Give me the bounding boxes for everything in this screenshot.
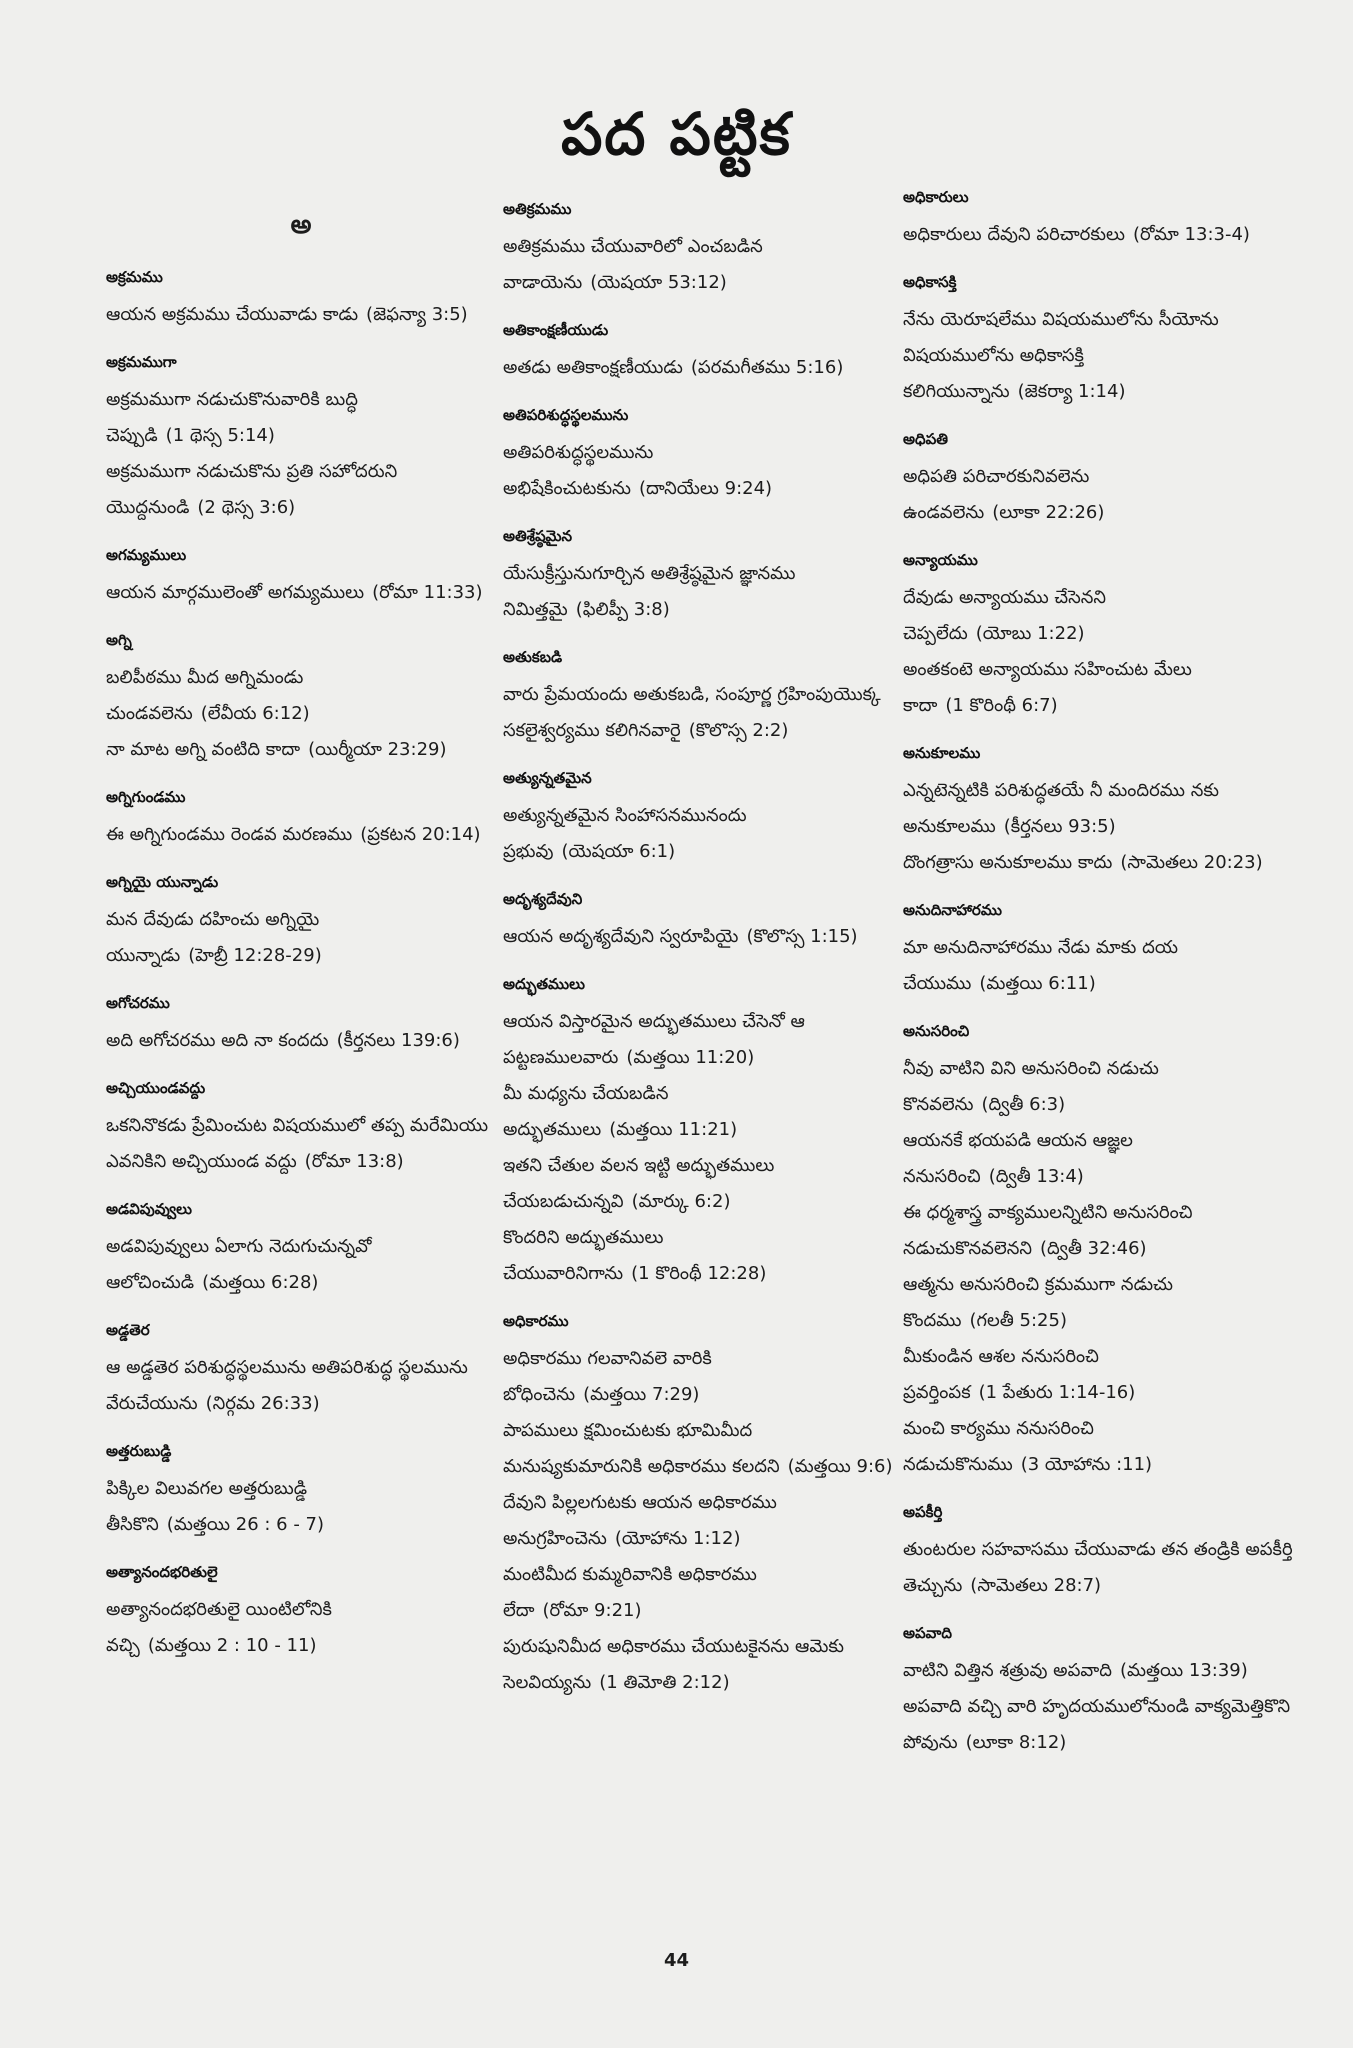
- verse-reference: (మత్తయి 26 : 6 - 7): [166, 1514, 325, 1535]
- verse-line: [903, 580, 1293, 652]
- verse-reference: (లేవీయ 6:12): [200, 703, 310, 724]
- index-entry: [903, 1022, 1293, 1483]
- verse-line: [106, 1471, 496, 1543]
- verse-line: [503, 1413, 893, 1485]
- verse-text: తుంటరుల సహవాసము చేయువాడు తన తండ్రికి అపకీర్తి తెచ్చును: [903, 1539, 1293, 1596]
- verse-reference: (1 థెస్స 5:14): [165, 425, 275, 446]
- entry-headword: అతిక్రమము: [503, 200, 572, 218]
- verse-text: మంటిమీద కుమ్మరివానికి అధికారము లేదా: [503, 1564, 757, 1621]
- verse-text: దొంగత్రాసు అనుకూలము కాదు: [903, 852, 1113, 873]
- verse-text: అక్రమముగా నడుచుకొనువారికి బుద్ధి చెప్పుడి: [106, 389, 358, 446]
- index-entry: [503, 406, 893, 507]
- verse-text: దేవుని పిల్లలగుటకు ఆయన అధికారము అనుగ్రహించెను: [503, 1492, 777, 1549]
- verse-reference: (2 థెస్స 3:6): [197, 497, 296, 518]
- verse-reference: (లూకా 8:12): [965, 1732, 1067, 1753]
- entry-headword: అనుకూలము: [903, 744, 981, 762]
- verse-line: [503, 1629, 893, 1701]
- verse-reference: (యోబు 1:22): [975, 623, 1085, 644]
- verse-reference: (రోమా 11:33): [372, 582, 483, 603]
- verse-text: మన దేవుడు దహించు అగ్నియై యున్నాడు: [106, 909, 320, 966]
- verse-text: బలిపీఠము మీద అగ్నిమండు చుండవలెను: [106, 667, 304, 724]
- verse-line: [503, 1220, 893, 1292]
- entry-headword: అన్యాయము: [903, 551, 978, 569]
- verse-text: అతిక్రమము చేయువారిలో ఎంచబడిన వాడాయెను: [503, 236, 763, 293]
- index-entry: [106, 873, 496, 974]
- verse-text: వారు ప్రేమయందు అతుకబడి, సంపూర్ణ గ్రహింపుయొక్క సకలైశ్వర్యము కలిగినవారై: [503, 684, 881, 741]
- index-entry: [503, 200, 893, 301]
- verse-line: [106, 1350, 496, 1422]
- verse-text: అధిపతి పరిచారకునివలెను ఉండవలెను: [903, 466, 1090, 523]
- verse-line: [106, 1229, 496, 1301]
- verse-text: అధికారులు దేవుని పరిచారకులు: [903, 224, 1125, 245]
- verse-line: [503, 1341, 893, 1413]
- index-entry: [503, 648, 893, 749]
- verse-text: అడవిపువ్వులు ఏలాగు నెదుగుచున్నవో ఆలోచించుడి: [106, 1236, 372, 1293]
- verse-text: ఆత్మను అనుసరించి క్రమముగా నడుచు కొందము: [903, 1274, 1174, 1331]
- verse-line: [903, 652, 1293, 724]
- verse-text: అంతకంటె అన్యాయము సహించుట మేలు కాదా: [903, 659, 1192, 716]
- index-entry: [903, 1624, 1293, 1761]
- page-number: 44: [663, 1950, 690, 1971]
- section-letter: అ: [290, 210, 312, 240]
- verse-text: నీవు వాటిని విని అనుసరించి నడుచు కొనవలెను: [903, 1058, 1159, 1115]
- verse-text: ఈ ధర్మశాస్త్ర వాక్యములన్నిటిని అనుసరించి నడుచుకొనవలెనని: [903, 1202, 1193, 1259]
- verse-text: అతిపరిశుద్ధస్థలమును అభిషేకించుటకును: [503, 442, 654, 499]
- verse-reference: (ద్వితీ 32:46): [1040, 1238, 1147, 1259]
- verse-reference: (జెకర్యా 1:14): [1017, 381, 1126, 402]
- verse-text: ఆయనకే భయపడి ఆయన ఆజ్ఞల ననుసరించి: [903, 1130, 1133, 1187]
- verse-line: [903, 1653, 1293, 1689]
- index-entry: [106, 546, 496, 611]
- verse-line: [106, 454, 496, 526]
- verse-text: అపవాది వచ్చి వారి హృదయములోనుండి వాక్యమెత్తికొని పోవును: [903, 1696, 1291, 1753]
- verse-text: ఆయన అక్రమము చేయువాడు కాడు: [106, 304, 359, 325]
- entry-headword: అత్యానందభరితులై: [106, 1563, 218, 1581]
- page-title: పద పట్టిక: [561, 100, 792, 168]
- verse-line: [106, 297, 496, 333]
- verse-text: మీకుండిన ఆశల ననుసరించి ప్రవర్తింపక: [903, 1346, 1099, 1403]
- verse-text: అక్రమముగా నడుచుకొను ప్రతి సహోదరుని యొద్దనుండి: [106, 461, 398, 518]
- entry-headword: అపవాది: [903, 1624, 952, 1642]
- index-entry: [106, 1321, 496, 1422]
- verse-text: ఒకనినొకడు ప్రేమించుట విషయములో తప్ప మరేమియు ఎవనికిని అచ్చియుండ వద్దు: [106, 1115, 489, 1172]
- verse-text: ఇతని చేతుల వలన ఇట్టి అద్భుతములు చేయబడుచున్నవి: [503, 1155, 775, 1212]
- entry-headword: అత్యున్నతమైన: [503, 769, 592, 787]
- index-entry: [106, 1563, 496, 1664]
- verse-reference: (మత్తయి 6:28): [202, 1272, 319, 1293]
- verse-text: మీ మధ్యను చేయబడిన అద్భుతములు: [503, 1083, 669, 1140]
- verse-text: పిక్కిల విలువగల అత్తరుబుడ్డి తీసికొని: [106, 1478, 308, 1535]
- verse-line: [903, 845, 1293, 881]
- index-entry: [903, 551, 1293, 724]
- verse-reference: (రోమా 13:3-4): [1132, 224, 1250, 245]
- entry-headword: అద్భుతములు: [503, 975, 585, 993]
- verse-reference: (కీర్తనలు 93:5): [1003, 816, 1116, 837]
- index-entry: [503, 890, 893, 955]
- column-1: [106, 196, 496, 1684]
- verse-line: [903, 1532, 1293, 1604]
- verse-line: [106, 732, 496, 768]
- entry-headword: అధికారము: [503, 1312, 569, 1330]
- verse-reference: (యిర్మీయా 23:29): [308, 739, 447, 760]
- entry-headword: అగ్నిగుండము: [106, 788, 186, 806]
- verse-line: [503, 556, 893, 628]
- verse-text: దేవుడు అన్యాయము చేసెనని చెప్పలేదు: [903, 587, 1107, 644]
- verse-reference: (ద్వితీ 13:4): [988, 1166, 1084, 1187]
- verse-text: ఆ అడ్డతెర పరిశుద్ధస్థలమును అతిపరిశుద్ధ స్థలమును వేరుచేయును: [106, 1357, 468, 1414]
- verse-text: ఎన్నటెన్నటికి పరిశుద్ధతయే నీ మందిరము నకు అనుకూలము: [903, 780, 1220, 837]
- index-entry: [106, 1442, 496, 1543]
- verse-line: [503, 1004, 893, 1076]
- entry-headword: అక్రమము: [106, 268, 163, 286]
- verse-text: వాటిని విత్తిన శత్రువు అపవాది: [903, 1660, 1112, 1681]
- verse-line: [903, 1195, 1293, 1267]
- index-entry: [106, 1200, 496, 1301]
- verse-line: [106, 902, 496, 974]
- verse-line: [903, 773, 1293, 845]
- verse-text: పురుషునిమీద అధికారము చేయుటకైనను ఆమెకు సెలవియ్యను: [503, 1636, 845, 1693]
- entry-headword: అగోచరము: [106, 994, 170, 1012]
- entry-headword: అక్రమముగా: [106, 353, 177, 371]
- verse-line: [903, 1689, 1293, 1761]
- index-entry: [106, 994, 496, 1059]
- index-entry: [106, 1079, 496, 1180]
- entry-headword: అచ్చియుండవద్దు: [106, 1079, 206, 1097]
- verse-reference: (నిర్గమ 26:33): [205, 1393, 320, 1414]
- entry-headword: అత్తరుబుడ్డి: [106, 1442, 172, 1460]
- verse-line: [503, 1076, 893, 1148]
- verse-line: [503, 798, 893, 870]
- verse-text: మా అనుదినాహారము నేడు మాకు దయ చేయుము: [903, 937, 1178, 994]
- entry-headword: అడ్డతెర: [106, 1321, 150, 1339]
- index-entry: [503, 769, 893, 870]
- verse-reference: (1 కొరింథీ 6:7): [945, 695, 1058, 716]
- verse-line: [503, 677, 893, 749]
- index-entry: [903, 744, 1293, 881]
- verse-line: [903, 302, 1293, 410]
- verse-line: [903, 1267, 1293, 1339]
- verse-line: [106, 817, 496, 853]
- column-2: [503, 200, 893, 1721]
- verse-reference: (సామెతలు 28:7): [970, 1575, 1102, 1596]
- entry-headword: అపకీర్తి: [903, 1503, 943, 1521]
- verse-line: [503, 919, 893, 955]
- verse-line: [106, 1592, 496, 1664]
- verse-line: [503, 1485, 893, 1557]
- verse-reference: (మత్తయి 13:39): [1119, 1660, 1248, 1681]
- verse-reference: (1 కొరింథీ 12:28): [631, 1263, 767, 1284]
- entry-headword: అగమ్యములు: [106, 546, 187, 564]
- index-entry: [503, 527, 893, 628]
- entry-headword: అతిపరిశుద్ధస్థలమును: [503, 406, 629, 424]
- index-entry: [903, 273, 1293, 410]
- verse-reference: (కీర్తనలు 139:6): [336, 1030, 460, 1051]
- verse-text: అత్యున్నతమైన సింహాసనమునందు ప్రభువు: [503, 805, 747, 862]
- entry-headword: అగ్ని: [106, 631, 132, 649]
- verse-text: అతడు అతికాంక్షణీయుడు: [503, 357, 683, 378]
- verse-line: [903, 217, 1293, 253]
- verse-text: ఆయన అదృశ్యదేవుని స్వరూపియై: [503, 926, 739, 947]
- verse-reference: (ద్వితీ 6:3): [981, 1094, 1066, 1115]
- verse-reference: (మత్తయి 11:20): [626, 1047, 755, 1068]
- verse-line: [903, 459, 1293, 531]
- verse-reference: (1 తిమోతి 2:12): [599, 1672, 730, 1693]
- verse-text: కొందరిని అద్భుతములు చేయువారినిగాను: [503, 1227, 664, 1284]
- verse-text: అత్యానందభరితులై యింటిలోనికి వచ్చి: [106, 1599, 332, 1656]
- entry-headword: అడవిపువ్వులు: [106, 1200, 192, 1218]
- verse-line: [106, 575, 496, 611]
- verse-reference: (మత్తయి 2 : 10 - 11): [147, 1635, 317, 1656]
- entry-headword: అతికాంక్షణీయుడు: [503, 321, 609, 339]
- verse-reference: (కొలొస్స 2:2): [688, 720, 789, 741]
- verse-reference: (మార్కు 6:2): [631, 1191, 731, 1212]
- verse-text: నేను యెరూషలేము విషయములోను సీయోను విషయములోను అధికాసక్తి కలిగియున్నాను: [903, 309, 1219, 402]
- index-entry: [903, 430, 1293, 531]
- verse-reference: (యోహాను 1:12): [614, 1528, 741, 1549]
- index-entry: [503, 975, 893, 1292]
- verse-reference: (రోమా 13:8): [304, 1151, 404, 1172]
- index-entry: [106, 631, 496, 768]
- verse-text: అధికారము గలవానివలె వారికి బోధించెను: [503, 1348, 712, 1405]
- verse-text: ఆయన విస్తారమైన అద్భుతములు చేసెనో ఆ పట్టణములవారు: [503, 1011, 805, 1068]
- verse-reference: (3 యోహాను :11): [1020, 1454, 1153, 1475]
- verse-line: [503, 229, 893, 301]
- verse-reference: (1 పేతురు 1:14-16): [978, 1382, 1136, 1403]
- verse-line: [106, 1108, 496, 1180]
- verse-reference: (మత్తయి 11:21): [609, 1119, 738, 1140]
- verse-line: [503, 350, 893, 386]
- verse-reference: (యెషయా 6:1): [561, 841, 676, 862]
- verse-reference: (మత్తయి 7:29): [583, 1384, 700, 1405]
- entry-headword: అగ్నియై యున్నాడు: [106, 873, 219, 891]
- verse-text: నా మాట అగ్ని వంటిది కాదా: [106, 739, 301, 760]
- verse-reference: (ఫిలిప్పీ 3:8): [575, 599, 670, 620]
- index-entry: [106, 268, 496, 333]
- entry-headword: అతిశ్రేష్ఠమైన: [503, 527, 573, 545]
- verse-line: [903, 1051, 1293, 1123]
- verse-text: అది అగోచరము అది నా కందదు: [106, 1030, 329, 1051]
- verse-reference: (పరమగీతము 5:16): [690, 357, 844, 378]
- verse-line: [503, 1148, 893, 1220]
- verse-reference: (గలతీ 5:25): [969, 1310, 1067, 1331]
- verse-reference: (రోమా 9:21): [542, 1600, 642, 1621]
- verse-line: [106, 382, 496, 454]
- verse-line: [106, 660, 496, 732]
- verse-reference: (హెబ్రీ 12:28-29): [188, 945, 322, 966]
- verse-reference: (కొలొస్స 1:15): [746, 926, 858, 947]
- verse-reference: (సామెతలు 20:23): [1120, 852, 1263, 873]
- index-entry: [903, 1503, 1293, 1604]
- index-entry: [106, 788, 496, 853]
- index-entry: [503, 1312, 893, 1701]
- verse-reference: (జెఫన్యా 3:5): [366, 304, 468, 325]
- verse-text: మంచి కార్యము ననుసరించి నడుచుకొనుము: [903, 1418, 1094, 1475]
- entry-headword: అతుకబడి: [503, 648, 563, 666]
- entry-headword: అధికాసక్తి: [903, 273, 957, 291]
- verse-reference: (లూకా 22:26): [992, 502, 1105, 523]
- verse-line: [503, 1557, 893, 1629]
- verse-reference: (ప్రకటన 20:14): [360, 824, 481, 845]
- verse-reference: (మత్తయి 9:6): [787, 1456, 893, 1477]
- verse-reference: (మత్తయి 6:11): [979, 973, 1096, 994]
- index-entry: [903, 901, 1293, 1002]
- verse-reference: (యెషయా 53:12): [590, 272, 727, 293]
- entry-headword: అధికారులు: [903, 188, 969, 206]
- index-entry: [503, 321, 893, 386]
- entry-headword: అనుసరించి: [903, 1022, 970, 1040]
- verse-reference: (దానియేలు 9:24): [638, 478, 773, 499]
- verse-line: [903, 930, 1293, 1002]
- verse-line: [903, 1411, 1293, 1483]
- verse-text: యేసుక్రీస్తునుగూర్చిన అతిశ్రేష్ఠమైన జ్ఞానము నిమిత్తమై: [503, 563, 796, 620]
- index-entry: [106, 353, 496, 526]
- verse-line: [903, 1339, 1293, 1411]
- verse-text: ఆయన మార్గములెంతో అగమ్యములు: [106, 582, 365, 603]
- verse-line: [903, 1123, 1293, 1195]
- index-entry: [903, 188, 1293, 253]
- verse-line: [503, 435, 893, 507]
- entry-headword: అదృశ్యదేవుని: [503, 890, 583, 908]
- entry-headword: అధిపతి: [903, 430, 948, 448]
- verse-text: ఈ అగ్నిగుండము రెండవ మరణము: [106, 824, 353, 845]
- entry-headword: అనుదినాహారము: [903, 901, 1002, 919]
- column-3: [903, 188, 1293, 1781]
- verse-line: [106, 1023, 496, 1059]
- verse-text: పాపములు క్షమించుటకు భూమిమీద మనుష్యకుమారునికి అధికారము కలదని: [503, 1420, 780, 1477]
